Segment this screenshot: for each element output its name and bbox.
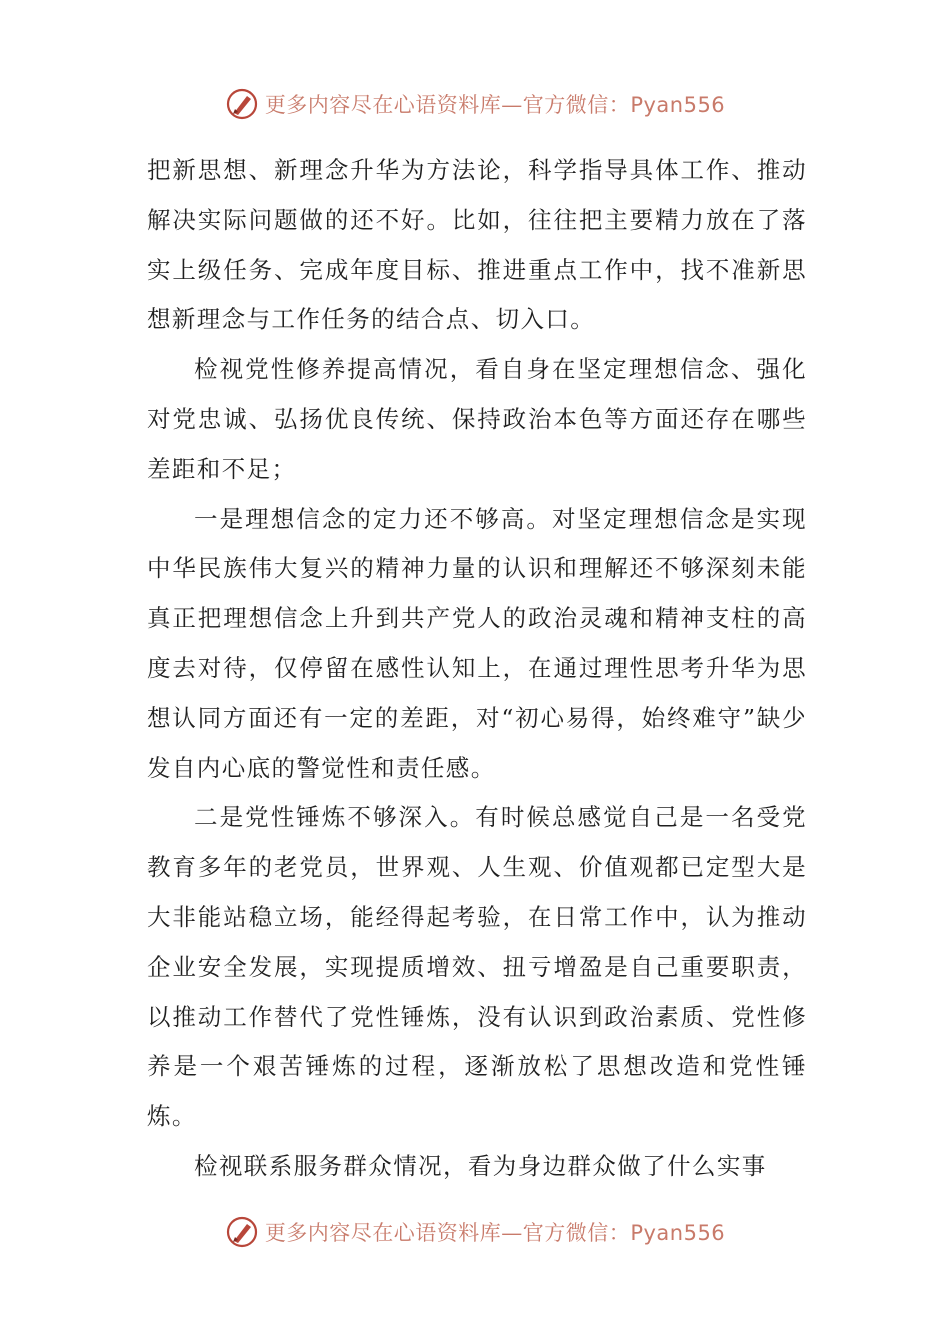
- wechat-id: Pyan556: [630, 1221, 726, 1245]
- brand-text: 更多内容尽在心语资料库—官方微信：Pyan556: [264, 1221, 726, 1245]
- paragraph: 一是理想信念的定力还不够高。对坚定理想信念是实现中华民族伟大复兴的精神力量的认识和理解还不够深刻未能真正把理想信念上升到共产党人的政治灵魂和精神支柱的高度去对待，仅停留在感性认知上，在通过理性思考升华为思想认同方面还有一定的差距，对“初心易得，始终难守”缺少发自内心底的警觉性和责任感。: [147, 504, 807, 782]
- header-banner: [0, 84, 950, 124]
- wechat-id: Pyan556: [630, 93, 726, 117]
- paragraph: 二是党性锤炼不够深入。有时候总感觉自己是一名受党教育多年的老党员，世界观、人生观、价值观都已定型大是大非能站稳立场，能经得起考验，在日常工作中，认为推动企业安全发展，实现提质增效、扭亏增盈是自己重要职责，以推动工作替代了党性锤炼，没有认识到政治素质、党性修养是一个艰苦锤炼的过程，逐渐放松了思想改造和党性锤炼。: [147, 803, 807, 1131]
- footer-banner: [0, 1212, 950, 1252]
- paragraph: 检视党性修养提高情况，看自身在坚定理想信念、强化对党忠诚、弘扬优良传统、保持政治本色等方面还存在哪些差距和不足；: [147, 355, 807, 483]
- pen-nib-icon: [225, 1215, 259, 1249]
- paragraph: 把新思想、新理念升华为方法论，科学指导具体工作、推动解决实际问题做的还不好。比如，往往把主要精力放在了落实上级任务、完成年度目标、推进重点工作中，找不准新思想新理念与工作任务的结合点、切入口。: [147, 156, 807, 334]
- brand-text: 更多内容尽在心语资料库—官方微信：Pyan556: [264, 93, 726, 117]
- pen-nib-icon: [225, 87, 259, 121]
- paragraph: 检视联系服务群众情况，看为身边群众做了什么实事: [194, 1151, 767, 1180]
- document-body: [147, 146, 807, 1192]
